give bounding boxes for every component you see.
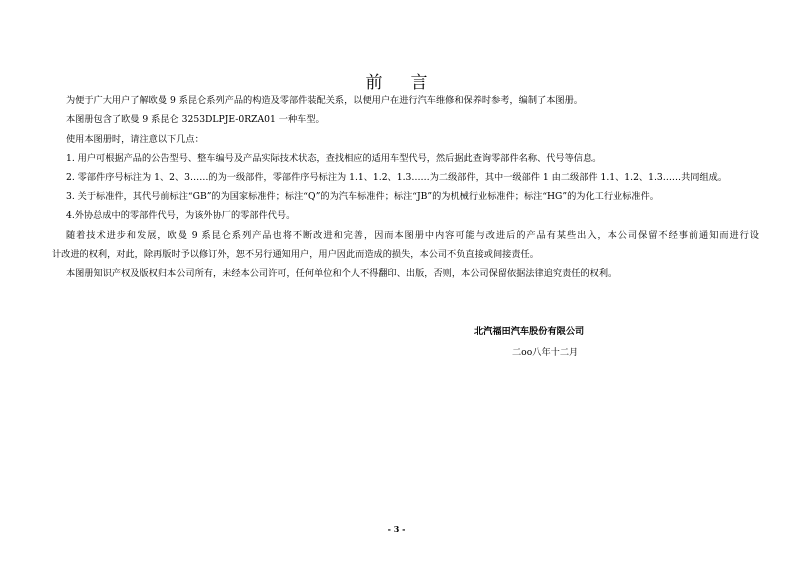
paragraph-usage-intro: 使用本图册时，请注意以下几点： — [66, 134, 204, 145]
paragraph-note-3: 3. 关于标准件，其代号前标注“GB”的为国家标准件；标注“Q”的为汽车标准件；标注“JB”的为机械行业标准件；标注“HG”的为化工行业标准件。 — [66, 191, 659, 202]
paragraph-improvement-line-2: 计改进的权利，对此，除再版时予以修订外，恕不另行通知用户，用户因此而造成的损失，本公司不负直接或间接责任。 — [52, 249, 539, 260]
paragraph-purpose: 为便于广大用户了解欧曼 9 系昆仑系列产品的构造及零部件装配关系，以便用户在进行汽车维修和保养时参考，编制了本图册。 — [66, 95, 583, 106]
paragraph-note-4: 4.外协总成中的零部件代号，为该外协厂的零部件代号。 — [66, 210, 296, 221]
paragraph-note-2: 2. 零部件序号标注为 1、2、3……的为一级部件，零部件序号标注为 1.1、1.2、1.3……为二级部件，其中一级部件 1 由二级部件 1.1、1.2、1.3……共同组成。 — [66, 172, 728, 183]
page-number: - 3 - — [387, 524, 406, 534]
company-name: 北汽福田汽车股份有限公司 — [474, 326, 585, 337]
paragraph-vehicle-model: 本图册包含了欧曼 9 系昆仑 3253DLPJE-0RZA01 一种车型。 — [66, 114, 325, 125]
paragraph-note-1: 1. 用户可根据产品的公告型号、整车编号及产品实际技术状态，查找相应的适用车型代号，然后据此查询零部件名称、代号等信息。 — [66, 153, 602, 164]
document-date: 二oo八年十二月 — [512, 347, 579, 358]
paragraph-copyright: 本图册知识产权及版权归本公司所有，未经本公司许可，任何单位和个人不得翻印、出版，否则，本公司保留依据法律追究责任的权利。 — [66, 268, 618, 279]
paragraph-improvement-line-1: 随着技术进步和发展，欧曼 9 系昆仑系列产品也将不断改进和完善，因而本图册中内容可能与改进后的产品有某些出入，本公司保留不经事前通知而进行设 — [66, 230, 759, 241]
page-title: 前言 — [365, 73, 456, 93]
